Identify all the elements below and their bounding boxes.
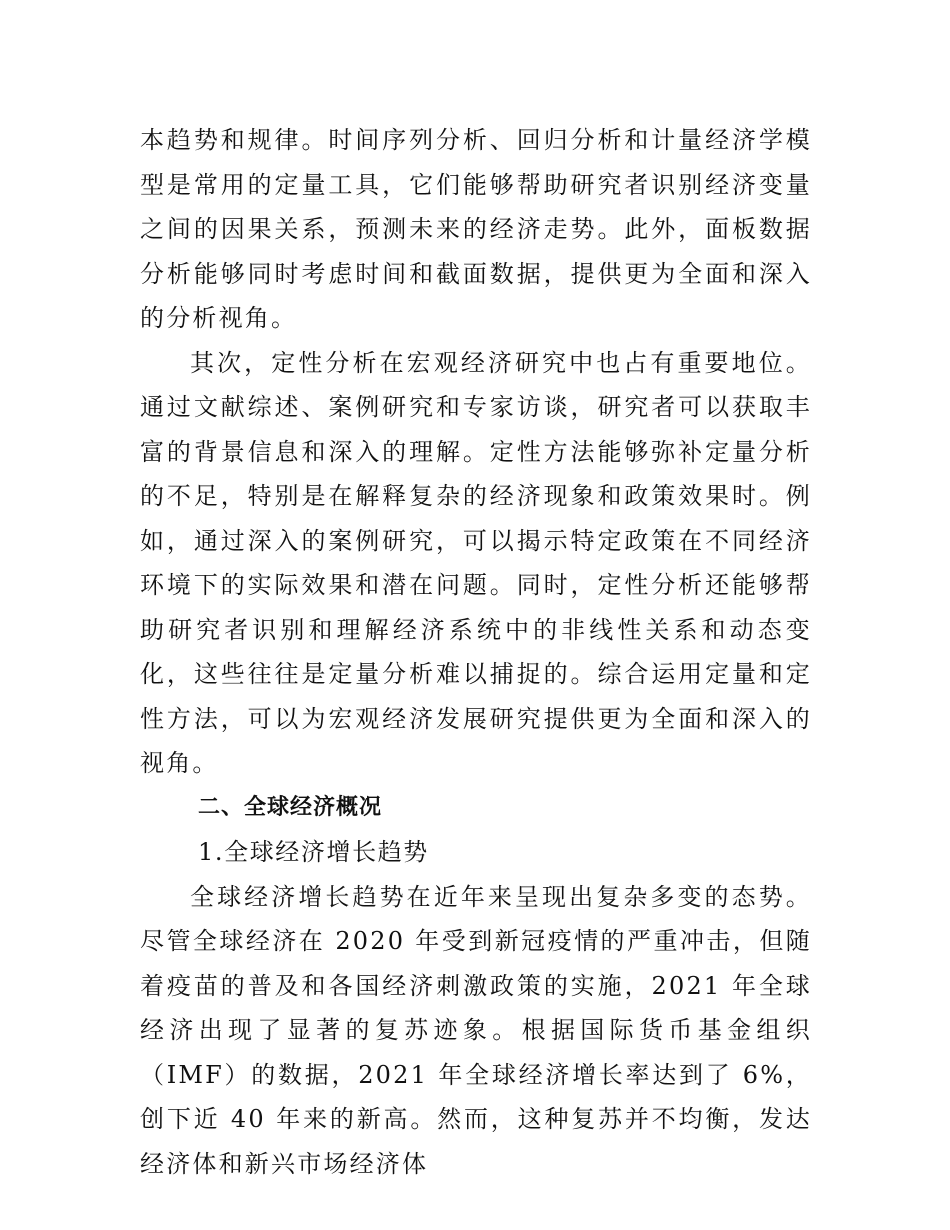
body-paragraph-3: 全球经济增长趋势在近年来呈现出复杂多变的态势。尽管全球经济在 2020 年受到新冠疫情的严重冲击，但随着疫苗的普及和各国经济刺激政策的实施，2021 年全球经济出现了显著的复苏迹象。根据国际货币基金组织（IMF）的数据，2021 年全球经济增长率达到了 6%，创下近 40 年来的新高。然而，这种复苏并不均衡，发达经济体和新兴市场经济体 xyxy=(140,882,812,1178)
section-heading: 二、全球经济概况 xyxy=(198,794,383,820)
body-paragraph-1: 本趋势和规律。时间序列分析、回归分析和计量经济学模型是常用的定量工具，它们能够帮助研究者识别经济变量之间的因果关系，预测未来的经济走势。此外，面板数据分析能够同时考虑时间和截面数据，提供更为全面和深入的分析视角。 xyxy=(140,126,812,332)
document-body xyxy=(140,118,812,1186)
subsection-heading: 1.全球经济增长趋势 xyxy=(198,838,429,866)
body-paragraph-2: 其次，定性分析在宏观经济研究中也占有重要地位。通过文献综述、案例研究和专家访谈，研究者可以获取丰富的背景信息和深入的理解。定性方法能够弥补定量分析的不足，特别是在解释复杂的经济现象和政策效果时。例如，通过深入的案例研究，可以揭示特定政策在不同经济环境下的实际效果和潜在问题。同时，定性分析还能够帮助研究者识别和理解经济系统中的非线性关系和动态变化，这些往往是定量分析难以捕捉的。综合运用定量和定性方法，可以为宏观经济发展研究提供更为全面和深入的视角。 xyxy=(140,348,812,777)
